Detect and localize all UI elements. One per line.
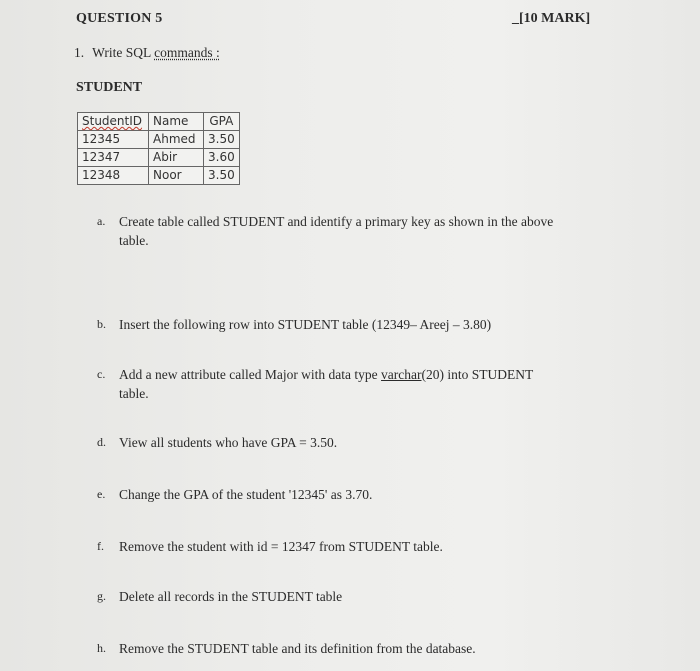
varchar-link: varchar bbox=[381, 367, 422, 382]
table-cell: 12345 bbox=[78, 131, 149, 149]
item-text: Insert the following row into STUDENT table (12349– Areej – 3.80) bbox=[119, 317, 492, 332]
item-text: Delete all records in the STUDENT table bbox=[119, 589, 343, 604]
table-cell: Noor bbox=[149, 167, 204, 185]
table-cell: Abir bbox=[149, 149, 204, 167]
table-header-cell: Name bbox=[149, 113, 204, 131]
intro-commands-link: commands : bbox=[154, 45, 220, 60]
table-row bbox=[78, 149, 240, 167]
item-text: Remove the student with id = 12347 from STUDENT table. bbox=[119, 539, 443, 554]
table-row bbox=[78, 167, 240, 185]
item-label: c. bbox=[97, 367, 106, 381]
item-label: d. bbox=[97, 435, 106, 449]
student-table bbox=[77, 112, 240, 185]
intro-text: Write SQL bbox=[92, 45, 151, 60]
table-title: STUDENT bbox=[76, 80, 143, 95]
item-label: h. bbox=[97, 641, 106, 655]
item-text: View all students who have GPA = 3.50. bbox=[119, 435, 338, 450]
table-header-cell: GPA bbox=[204, 113, 240, 131]
intro-line bbox=[74, 45, 220, 61]
question-item-f bbox=[97, 537, 657, 557]
item-text: Create table called STUDENT and identify a primary key as shown in the above table. bbox=[119, 214, 554, 248]
item-label: g. bbox=[97, 589, 106, 603]
question-item-a bbox=[97, 212, 657, 252]
table-row bbox=[78, 131, 240, 149]
table-cell: 3.60 bbox=[204, 149, 240, 167]
question-item-d bbox=[97, 433, 657, 453]
intro-number: 1. bbox=[74, 45, 85, 60]
question-item-h bbox=[97, 639, 657, 659]
item-text: Add a new attribute called Major with data type varchar(20) into STUDENT table. bbox=[119, 367, 534, 401]
item-text: Change the GPA of the student '12345' as 3.70. bbox=[119, 487, 373, 502]
item-label: e. bbox=[97, 487, 106, 501]
item-label: a. bbox=[97, 214, 106, 228]
question-item-c bbox=[97, 365, 657, 405]
question-title: QUESTION 5 bbox=[76, 11, 163, 26]
table-cell: Ahmed bbox=[149, 131, 204, 149]
table-cell: 3.50 bbox=[204, 167, 240, 185]
question-item-e bbox=[97, 485, 657, 505]
table-cell: 12348 bbox=[78, 167, 149, 185]
item-label: b. bbox=[97, 317, 106, 331]
table-header-row bbox=[78, 113, 240, 131]
item-text: Remove the STUDENT table and its definition from the database. bbox=[119, 641, 476, 656]
table-cell: 12347 bbox=[78, 149, 149, 167]
table-header-cell: StudentID bbox=[78, 113, 149, 131]
question-mark: _[10 MARK] bbox=[512, 11, 591, 26]
question-item-b bbox=[97, 315, 657, 335]
question-item-g bbox=[97, 587, 657, 607]
table-cell: 3.50 bbox=[204, 131, 240, 149]
item-label: f. bbox=[97, 539, 104, 553]
